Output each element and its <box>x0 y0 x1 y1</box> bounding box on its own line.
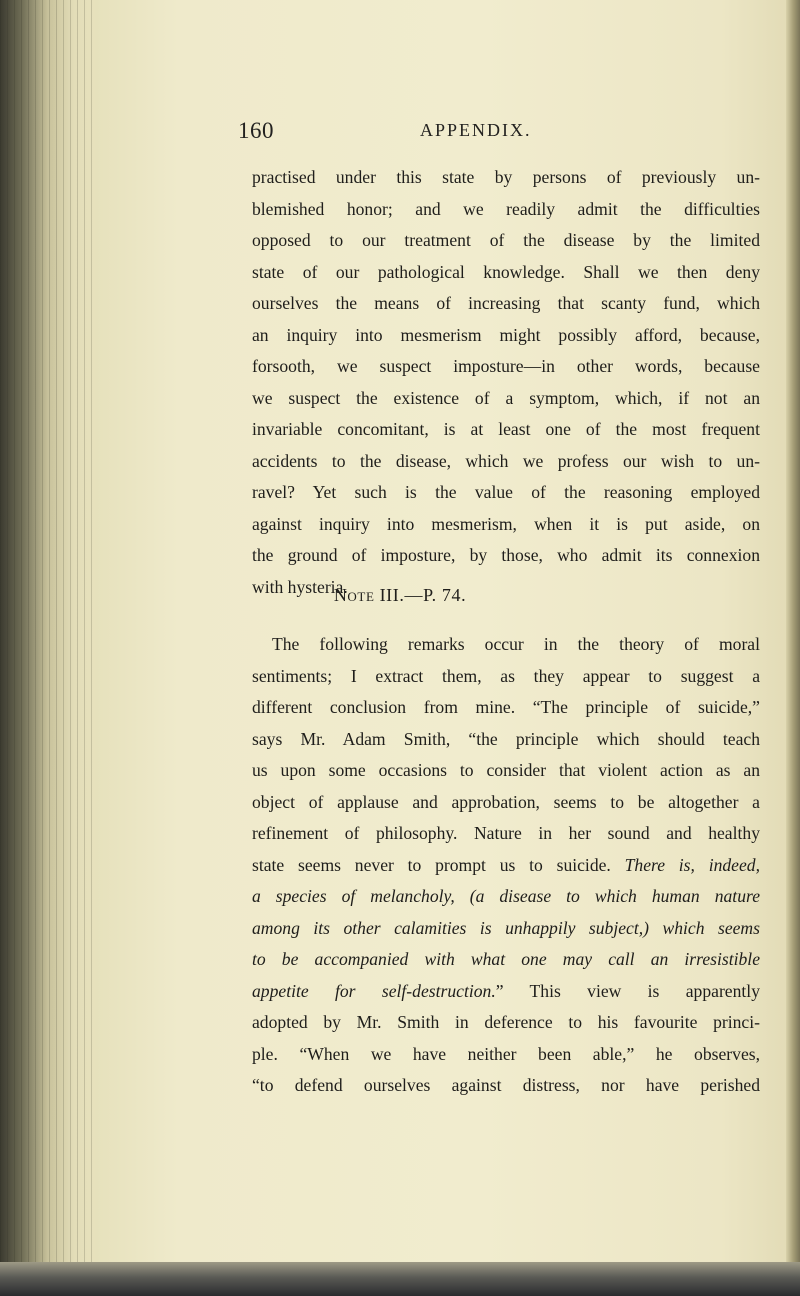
text-segment: ” This view is apparently <box>495 980 760 1001</box>
text-line: refinement of philosophy. Nature in her sound and healthy <box>252 823 760 843</box>
page-number: 160 <box>238 118 274 143</box>
paragraph-2 <box>252 629 760 1102</box>
note-heading: Note III.—P. 74. <box>333 585 467 605</box>
italic-line: to be accompanied with what one may call an irresistible <box>252 949 760 969</box>
text-line: an inquiry into mesmerism might possibly afford, because, <box>252 324 760 345</box>
text-line: forsooth, we suspect imposture—in other words, because <box>252 356 760 376</box>
text-line: invariable concomitant, is at least one of the most frequent <box>252 419 760 439</box>
scan-bottom-edge <box>0 1262 800 1296</box>
italic-segment: appetite for self-destruction. <box>252 980 496 1001</box>
text-line: ourselves the means of increasing that scanty fund, which <box>252 293 760 313</box>
text-line: The following remarks occur in the theory of moral <box>272 634 760 654</box>
text-line: state of our pathological knowledge. Shall we then deny <box>252 261 760 282</box>
text-line <box>252 976 760 1008</box>
italic-segment: There is, indeed, <box>624 854 760 875</box>
text-line: against inquiry into mesmerism, when it is put aside, on <box>252 513 760 534</box>
text-line: accidents to the disease, which we profess our wish to un- <box>252 450 760 471</box>
text-line: with hysteria. <box>252 576 348 597</box>
text-line: ple. “When we have neither been able,” he observes, <box>252 1043 760 1064</box>
text-line: opposed to our treatment of the disease by the limited <box>252 230 760 250</box>
text-line: the ground of imposture, by those, who admit its connexion <box>252 545 760 565</box>
text-segment: state seems never to prompt us to suicide. <box>252 854 625 875</box>
text-line: adopted by Mr. Smith in deference to his favourite princi- <box>252 1012 760 1032</box>
text-line: different conclusion from mine. “The principle of suicide,” <box>252 697 760 717</box>
running-head: APPENDIX. <box>420 120 532 140</box>
text-line: object of applause and approbation, seems to be altogether a <box>252 791 760 812</box>
italic-line: a species of melancholy, (a disease to which human nature <box>252 886 760 906</box>
text-line <box>252 850 760 882</box>
text-line: we suspect the existence of a symptom, which, if not an <box>252 387 760 408</box>
page-right-edge <box>786 0 800 1296</box>
paragraph-1 <box>252 162 760 603</box>
text-line: ravel? Yet such is the value of the reasoning employed <box>252 482 760 502</box>
text-line: “to defend ourselves against distress, nor have perished <box>252 1075 760 1095</box>
text-line: says Mr. Adam Smith, “the principle which should teach <box>252 728 760 749</box>
italic-line: among its other calamities is unhappily subject,) which seems <box>252 917 760 938</box>
text-line: practised under this state by persons of previously un- <box>252 167 760 187</box>
text-line: blemished honor; and we readily admit the difficulties <box>252 198 760 219</box>
text-line: us upon some occasions to consider that violent action as an <box>252 760 760 780</box>
text-line: sentiments; I extract them, as they appear to suggest a <box>252 665 760 686</box>
page-header <box>0 118 800 148</box>
